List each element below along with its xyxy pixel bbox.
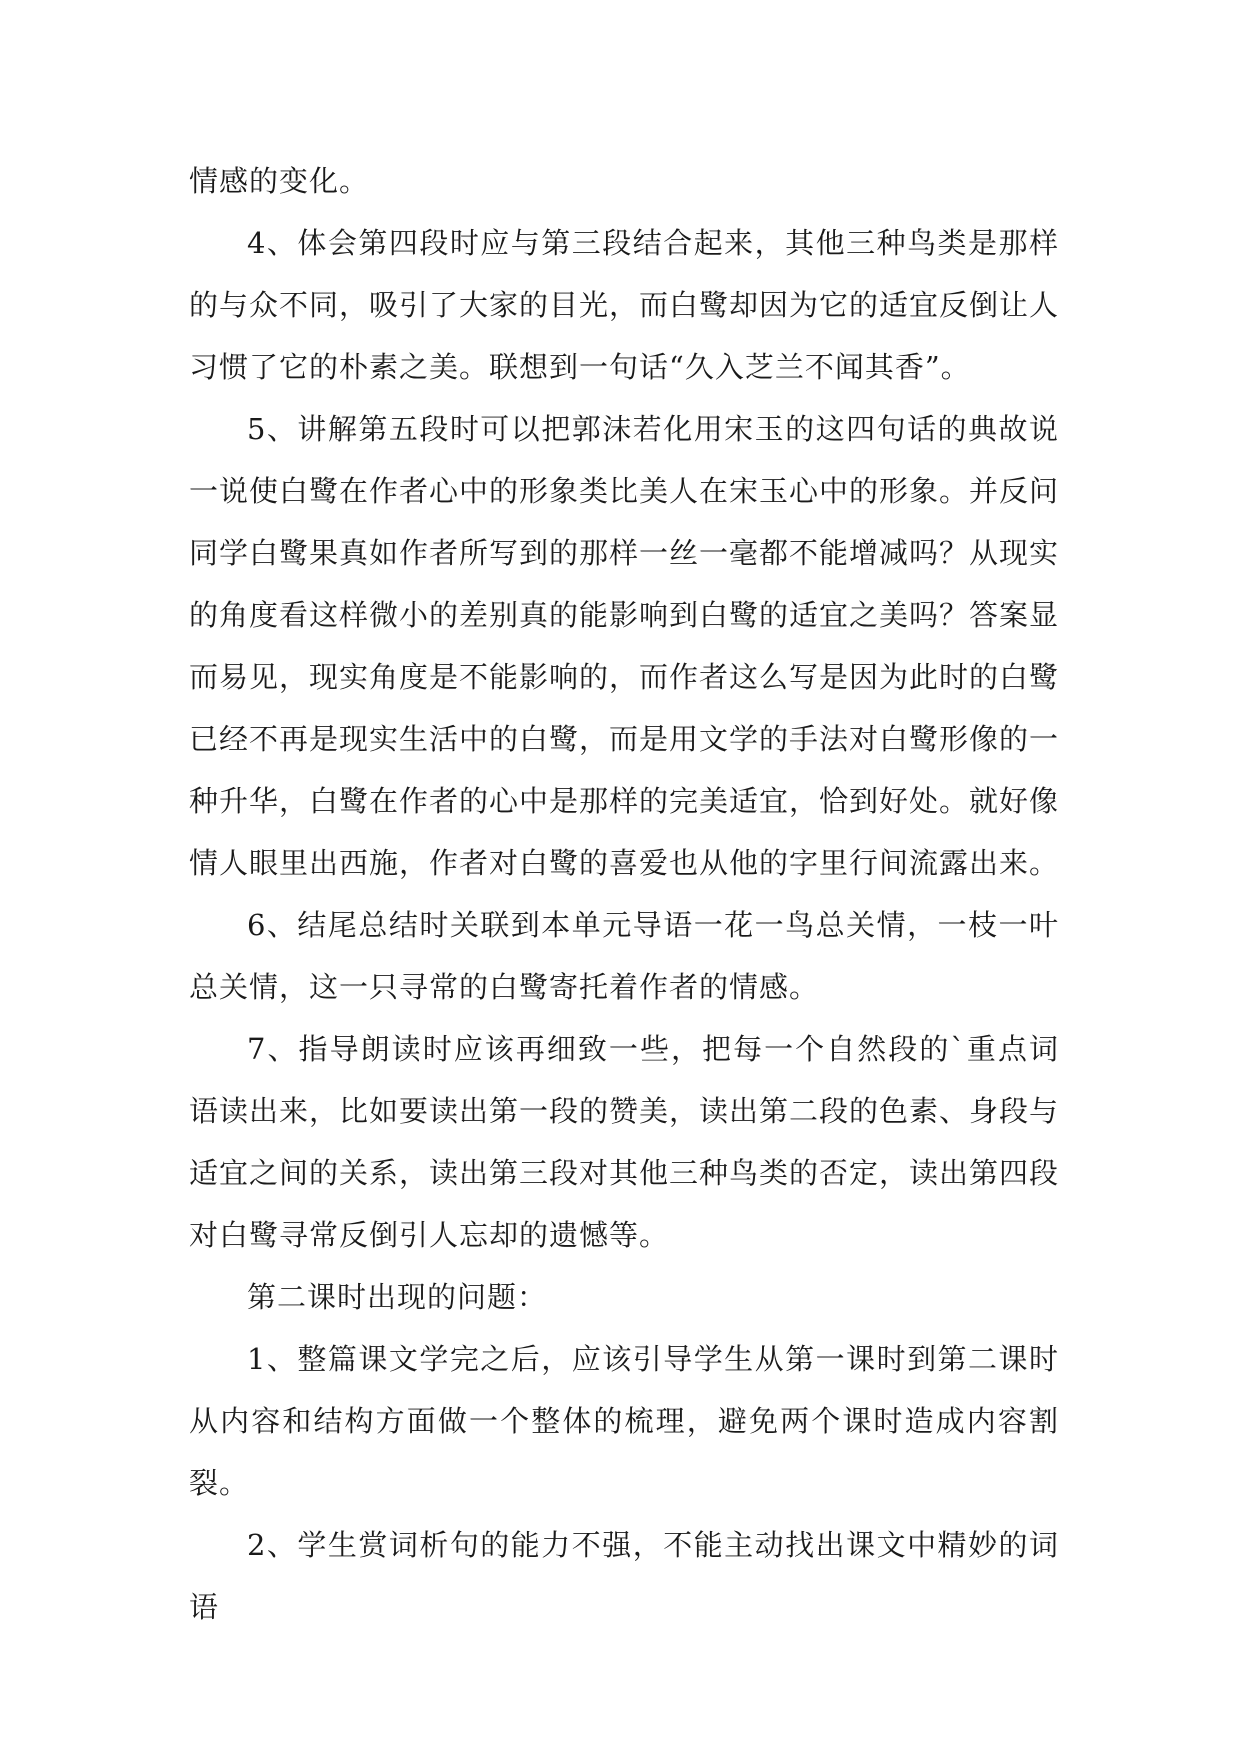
paragraph-item-6: 6、结尾总结时关联到本单元导语一花一鸟总关情，一枝一叶总关情，这一只寻常的白鹭寄托着作者的情感。 bbox=[189, 908, 1059, 1004]
paragraph-item-7: 7、指导朗读时应该再细致一些，把每一个自然段的`重点词语读出来，比如要读出第一段的赞美，读出第二段的色素、身段与适宜之间的关系，读出第三段对其他三种鸟类的否定，读出第四段对白鹭寻常反倒引人忘却的遗憾等。 bbox=[189, 1032, 1060, 1252]
body-text bbox=[189, 150, 1059, 1638]
paragraph-item-4: 4、体会第四段时应与第三段结合起来，其他三种鸟类是那样的与众不同，吸引了大家的目光，而白鹭却因为它的适宜反倒让人习惯了它的朴素之美。联想到一句话“久入芝兰不闻其香”。 bbox=[189, 226, 1060, 384]
paragraph-item-5: 5、讲解第五段时可以把郭沫若化用宋玉的这四句话的典故说一说使白鹭在作者心中的形象类比美人在宋玉心中的形象。并反问同学白鹭果真如作者所写到的那样一丝一毫都不能增减吗？从现实的角度看这样微小的差别真的能影响到白鹭的适宜之美吗？答案显而易见，现实角度是不能影响的，而作者这么写是因为此时的白鹭已经不再是现实生活中的白鹭，而是用文学的手法对白鹭形像的一种升华，白鹭在作者的心中是那样的完美适宜，恰到好处。就好像情人眼里出西施，作者对白鹭的喜爱也从他的字里行间流露出来。 bbox=[189, 412, 1060, 880]
section-heading-second-lesson: 第二课时出现的问题： bbox=[247, 1280, 548, 1314]
paragraph-continuation: 情感的变化。 bbox=[189, 164, 370, 198]
paragraph-issue-1: 1、整篇课文学完之后，应该引导学生从第一课时到第二课时从内容和结构方面做一个整体的梳理，避免两个课时造成内容割裂。 bbox=[189, 1342, 1059, 1500]
paragraph-issue-2: 2、学生赏词析句的能力不强，不能主动找出课文中精妙的词语 bbox=[189, 1528, 1059, 1624]
